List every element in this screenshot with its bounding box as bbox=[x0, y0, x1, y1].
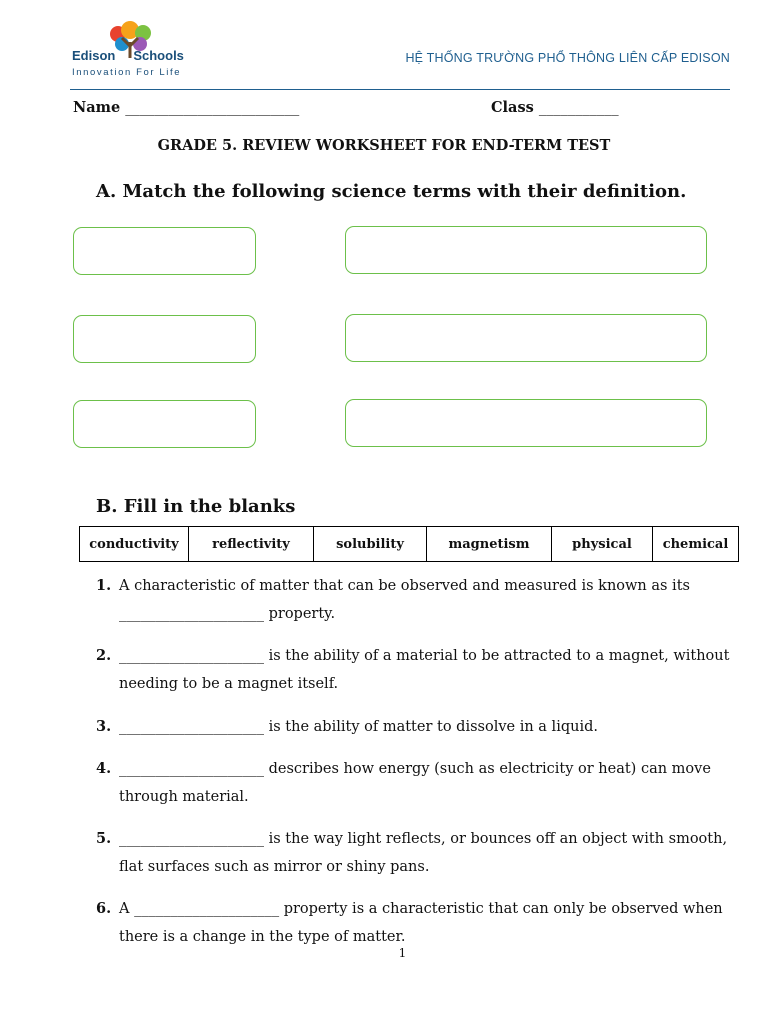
question-text: ____________________ is the way light reflects, or bounces off an object with smooth, flat surfaces such as mirror or shiny pans. bbox=[119, 831, 728, 875]
question-6 bbox=[96, 895, 736, 951]
school-system-title: HỆ THỐNG TRƯỜNG PHỔ THÔNG LIÊN CẤP EDISON bbox=[405, 51, 730, 65]
word-bank-item: magnetism bbox=[427, 527, 552, 562]
brand-left: Edison bbox=[72, 48, 116, 63]
class-field bbox=[491, 99, 619, 116]
word-bank-table bbox=[79, 526, 739, 562]
class-blank[interactable]: ___________ bbox=[538, 100, 619, 116]
term-box-3[interactable] bbox=[73, 400, 256, 448]
question-1 bbox=[96, 572, 736, 628]
question-text: ____________________ is the ability of matter to dissolve in a liquid. bbox=[119, 719, 598, 735]
page-number: 1 bbox=[398, 946, 407, 960]
section-a-heading: A. Match the following science terms with their definition. bbox=[96, 181, 687, 202]
word-bank-item: chemical bbox=[653, 527, 739, 562]
question-number: 3. bbox=[96, 718, 112, 735]
brand-tagline: Innovation For Life bbox=[72, 67, 182, 78]
worksheet-title: GRADE 5. REVIEW WORKSHEET FOR END-TERM TEST bbox=[157, 137, 611, 154]
brand-name bbox=[72, 48, 184, 63]
name-blank[interactable]: ________________________ bbox=[125, 100, 300, 116]
question-text: A characteristic of matter that can be observed and measured is known as its ____________________ property. bbox=[119, 578, 690, 622]
question-text: A ____________________ property is a characteristic that can only be observed when there is a change in the type of matter. bbox=[119, 901, 723, 945]
question-number: 2. bbox=[96, 647, 112, 664]
word-bank-item: solubility bbox=[314, 527, 427, 562]
definition-box-3[interactable] bbox=[345, 399, 707, 447]
question-number: 5. bbox=[96, 830, 112, 847]
name-label: Name bbox=[73, 99, 121, 116]
brand-right: Schools bbox=[133, 48, 184, 63]
question-5 bbox=[96, 825, 736, 881]
question-2 bbox=[96, 642, 736, 698]
question-text: ____________________ is the ability of a material to be attracted to a magnet, without needing to be a magnet itself. bbox=[119, 648, 730, 692]
question-number: 4. bbox=[96, 760, 112, 777]
name-field bbox=[73, 99, 299, 116]
question-3 bbox=[96, 713, 736, 741]
section-b-heading: B. Fill in the blanks bbox=[96, 496, 296, 517]
word-bank-item: reflectivity bbox=[189, 527, 314, 562]
question-number: 1. bbox=[96, 577, 112, 594]
class-label: Class bbox=[491, 99, 534, 116]
word-bank-item: physical bbox=[552, 527, 653, 562]
term-box-1[interactable] bbox=[73, 227, 256, 275]
word-bank-item: conductivity bbox=[80, 527, 189, 562]
question-number: 6. bbox=[96, 900, 112, 917]
word-bank-row bbox=[80, 527, 739, 562]
question-4 bbox=[96, 755, 736, 811]
term-box-2[interactable] bbox=[73, 315, 256, 363]
definition-box-2[interactable] bbox=[345, 314, 707, 362]
header-divider bbox=[70, 89, 730, 90]
definition-box-1[interactable] bbox=[345, 226, 707, 274]
question-text: ____________________ describes how energy (such as electricity or heat) can move through material. bbox=[119, 761, 711, 805]
